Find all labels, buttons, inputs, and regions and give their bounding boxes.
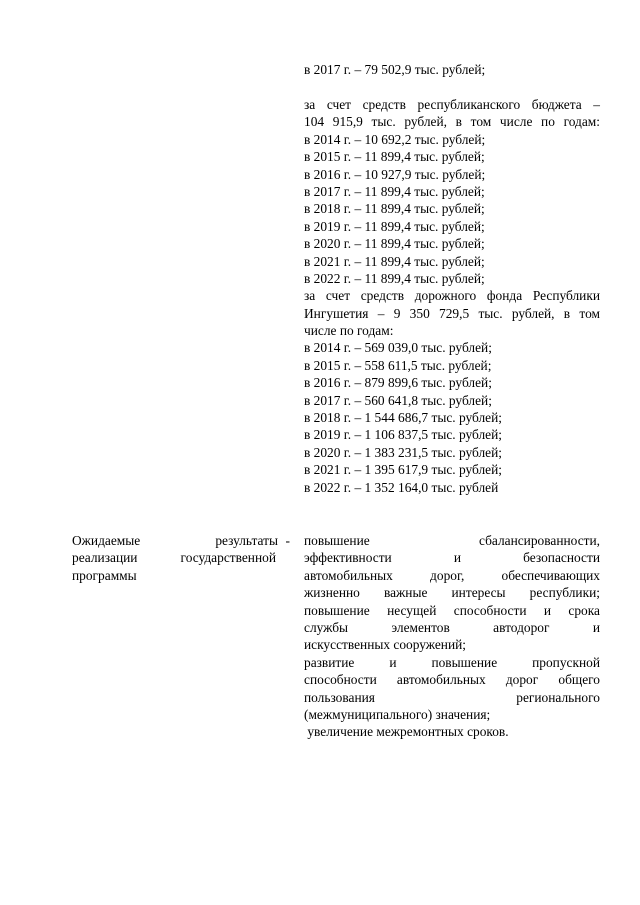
expected-results-label-line-1: Ожидаемые результаты <box>72 533 278 548</box>
result-line-11: (межмуниципального) значения; <box>304 706 491 722</box>
road-fund-intro-3: числе по годам: <box>304 323 394 339</box>
road-fund-year-2016: в 2016 г. – 879 899,6 тыс. рублей; <box>304 375 492 391</box>
result-line-1: повышение сбалансированности, <box>304 533 600 548</box>
result-line-4: жизненно важные интересы республики; <box>304 585 600 601</box>
road-fund-year-2022: в 2022 г. – 1 352 164,0 тыс. рублей <box>304 479 499 495</box>
result-line-6: службы элементов автодорог и <box>304 619 600 635</box>
republic-budget-year-2014: в 2014 г. – 10 692,2 тыс. рублей; <box>304 131 486 147</box>
republic-budget-year-2016: в 2016 г. – 10 927,9 тыс. рублей; <box>304 166 486 182</box>
result-line-9: способности автомобильных дорог общего <box>304 672 600 688</box>
expected-results-label <box>72 532 290 584</box>
road-fund-year-2017: в 2017 г. – 560 641,8 тыс. рублей; <box>304 392 492 408</box>
expected-results-label-line-3: программы <box>72 567 137 583</box>
expected-results-label-line-2: реализации государственной <box>72 550 276 566</box>
republic-budget-year-2020: в 2020 г. – 11 899,4 тыс. рублей; <box>304 236 485 252</box>
result-line-2: эффективности и безопасности <box>304 550 600 566</box>
road-fund-year-2019: в 2019 г. – 1 106 837,5 тыс. рублей; <box>304 427 502 443</box>
republic-budget-year-2018: в 2018 г. – 11 899,4 тыс. рублей; <box>304 201 485 217</box>
road-fund-year-2015: в 2015 г. – 558 611,5 тыс. рублей; <box>304 357 492 373</box>
road-fund-year-2020: в 2020 г. – 1 383 231,5 тыс. рублей; <box>304 444 502 460</box>
result-line-8: развитие и повышение пропускной <box>304 654 600 670</box>
funding-line-2017: в 2017 г. – 79 502,9 тыс. рублей; <box>304 62 486 77</box>
result-line-5: повышение несущей способности и срока <box>304 602 600 618</box>
republic-budget-year-2017: в 2017 г. – 11 899,4 тыс. рублей; <box>304 183 485 199</box>
expected-results-text <box>304 532 600 741</box>
republic-budget-year-2015: в 2015 г. – 11 899,4 тыс. рублей; <box>304 149 485 165</box>
result-line-12: увеличение межремонтных сроков. <box>304 724 509 740</box>
road-fund-year-2014: в 2014 г. – 569 039,0 тыс. рублей; <box>304 340 492 356</box>
republic-budget-year-2021: в 2021 г. – 11 899,4 тыс. рублей; <box>304 253 485 269</box>
republic-budget-intro-2: 104 915,9 тыс. рублей, в том числе по годам: <box>304 114 600 130</box>
expected-results-label-row-1 <box>72 532 290 549</box>
republic-budget-year-2022: в 2022 г. – 11 899,4 тыс. рублей; <box>304 270 485 286</box>
label-dash: - <box>285 533 290 548</box>
road-fund-year-2018: в 2018 г. – 1 544 686,7 тыс. рублей; <box>304 410 502 426</box>
funding-continuation <box>304 61 600 78</box>
result-line-3: автомобильных дорог, обеспечивающих <box>304 567 600 583</box>
road-fund-intro-1: за счет средств дорожного фонда Республики <box>304 288 600 304</box>
funding-sources <box>304 96 600 496</box>
road-fund-year-2021: в 2021 г. – 1 395 617,9 тыс. рублей; <box>304 462 502 478</box>
republic-budget-intro-1: за счет средств республиканского бюджета – <box>304 97 600 112</box>
road-fund-intro-2: Ингушетия – 9 350 729,5 тыс. рублей, в том <box>304 305 600 321</box>
result-line-7: искусственных сооружений; <box>304 637 467 653</box>
republic-budget-year-2019: в 2019 г. – 11 899,4 тыс. рублей; <box>304 218 485 234</box>
result-line-10: пользования регионального <box>304 689 600 705</box>
